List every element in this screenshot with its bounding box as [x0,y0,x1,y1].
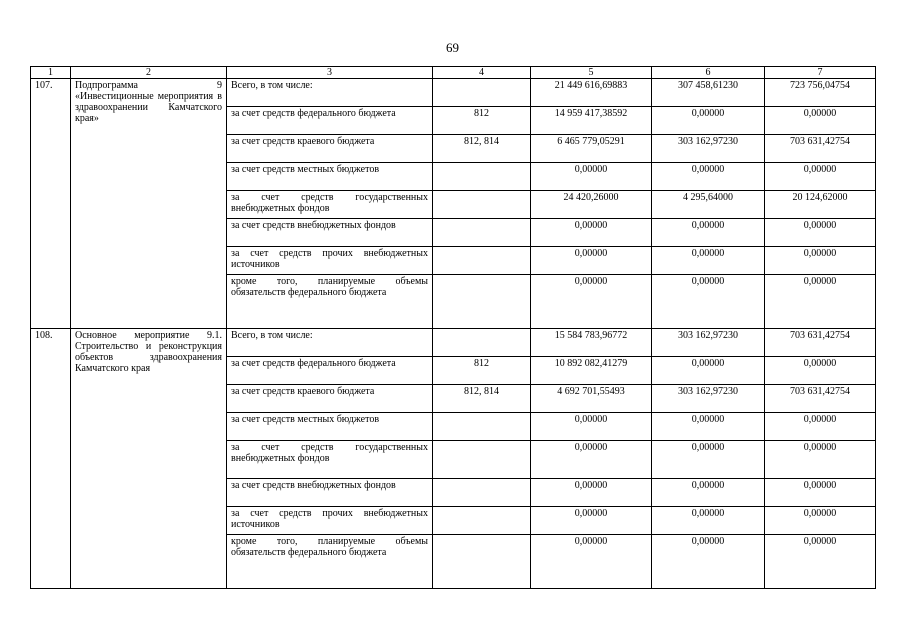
amount-col7: 703 631,42754 [765,135,876,163]
funding-source: за счет средств внебюджетных фондов [227,219,433,247]
amount-col5: 6 465 779,05291 [531,135,652,163]
budget-code: 812 [433,107,531,135]
funding-source: за счет средств краевого бюджета [227,385,433,413]
header-row [31,67,876,79]
amount-col7: 0,00000 [765,535,876,589]
program-title: Основное мероприятие 9.1. Строительство и реконструкция объектов здравоохранения Камчатского края [71,329,227,589]
amount-col6: 0,00000 [652,107,765,135]
program-title: Подпрограмма 9 «Инвестиционные мероприятия в здравоохранении Камчатского края» [71,79,227,329]
budget-code: 812, 814 [433,385,531,413]
funding-source: Всего, в том числе: [227,329,433,357]
funding-source: кроме того, планируемые объемы обязательств федерального бюджета [227,275,433,329]
header-cell: 5 [531,67,652,79]
amount-col7: 0,00000 [765,413,876,441]
amount-col6: 0,00000 [652,163,765,191]
amount-col6: 0,00000 [652,275,765,329]
amount-col7: 0,00000 [765,357,876,385]
table-row [31,329,876,357]
amount-col6: 0,00000 [652,247,765,275]
budget-code [433,441,531,479]
amount-col7: 0,00000 [765,107,876,135]
funding-source: кроме того, планируемые объемы обязательств федерального бюджета [227,535,433,589]
header-cell: 1 [31,67,71,79]
row-number: 108. [31,329,71,589]
amount-col7: 703 631,42754 [765,329,876,357]
amount-col7: 723 756,04754 [765,79,876,107]
budget-code [433,191,531,219]
amount-col5: 0,00000 [531,507,652,535]
funding-source: за счет средств федерального бюджета [227,107,433,135]
budget-code [433,535,531,589]
amount-col7: 0,00000 [765,163,876,191]
amount-col5: 0,00000 [531,219,652,247]
amount-col6: 0,00000 [652,479,765,507]
header-cell: 6 [652,67,765,79]
budget-code [433,413,531,441]
budget-code [433,247,531,275]
amount-col6: 0,00000 [652,357,765,385]
header-cell: 7 [765,67,876,79]
budget-code [433,275,531,329]
budget-code [433,219,531,247]
page-number: 69 [446,40,459,55]
budget-code [433,507,531,535]
amount-col5: 21 449 616,69883 [531,79,652,107]
amount-col7: 0,00000 [765,275,876,329]
amount-col5: 4 692 701,55493 [531,385,652,413]
budget-table [30,66,876,589]
amount-col6: 0,00000 [652,507,765,535]
amount-col6: 0,00000 [652,413,765,441]
amount-col6: 0,00000 [652,441,765,479]
amount-col5: 14 959 417,38592 [531,107,652,135]
amount-col7: 0,00000 [765,479,876,507]
amount-col6: 303 162,97230 [652,385,765,413]
header-cell: 4 [433,67,531,79]
amount-col7: 20 124,62000 [765,191,876,219]
amount-col5: 0,00000 [531,163,652,191]
amount-col5: 24 420,26000 [531,191,652,219]
funding-source: за счет средств федерального бюджета [227,357,433,385]
funding-source: Всего, в том числе: [227,79,433,107]
funding-source: за счет средств государственных внебюджетных фондов [227,191,433,219]
amount-col7: 0,00000 [765,247,876,275]
budget-code [433,329,531,357]
amount-col5: 0,00000 [531,479,652,507]
amount-col5: 0,00000 [531,535,652,589]
amount-col5: 0,00000 [531,247,652,275]
funding-source: за счет средств внебюджетных фондов [227,479,433,507]
amount-col7: 0,00000 [765,507,876,535]
funding-source: за счет средств прочих внебюджетных источников [227,247,433,275]
amount-col7: 0,00000 [765,219,876,247]
budget-code: 812, 814 [433,135,531,163]
amount-col5: 0,00000 [531,275,652,329]
row-number: 107. [31,79,71,329]
amount-col7: 0,00000 [765,441,876,479]
amount-col5: 15 584 783,96772 [531,329,652,357]
budget-code [433,163,531,191]
funding-source: за счет средств местных бюджетов [227,163,433,191]
amount-col6: 0,00000 [652,535,765,589]
amount-col6: 303 162,97230 [652,135,765,163]
funding-source: за счет средств краевого бюджета [227,135,433,163]
amount-col5: 0,00000 [531,441,652,479]
amount-col5: 0,00000 [531,413,652,441]
header-cell: 2 [71,67,227,79]
amount-col6: 303 162,97230 [652,329,765,357]
header-cell: 3 [227,67,433,79]
amount-col6: 307 458,61230 [652,79,765,107]
amount-col6: 4 295,64000 [652,191,765,219]
budget-code: 812 [433,357,531,385]
funding-source: за счет средств местных бюджетов [227,413,433,441]
table-row [31,79,876,107]
funding-source: за счет средств прочих внебюджетных источников [227,507,433,535]
amount-col6: 0,00000 [652,219,765,247]
amount-col7: 703 631,42754 [765,385,876,413]
amount-col5: 10 892 082,41279 [531,357,652,385]
table-body [31,79,876,589]
funding-source: за счет средств государственных внебюджетных фондов [227,441,433,479]
budget-code [433,79,531,107]
budget-code [433,479,531,507]
